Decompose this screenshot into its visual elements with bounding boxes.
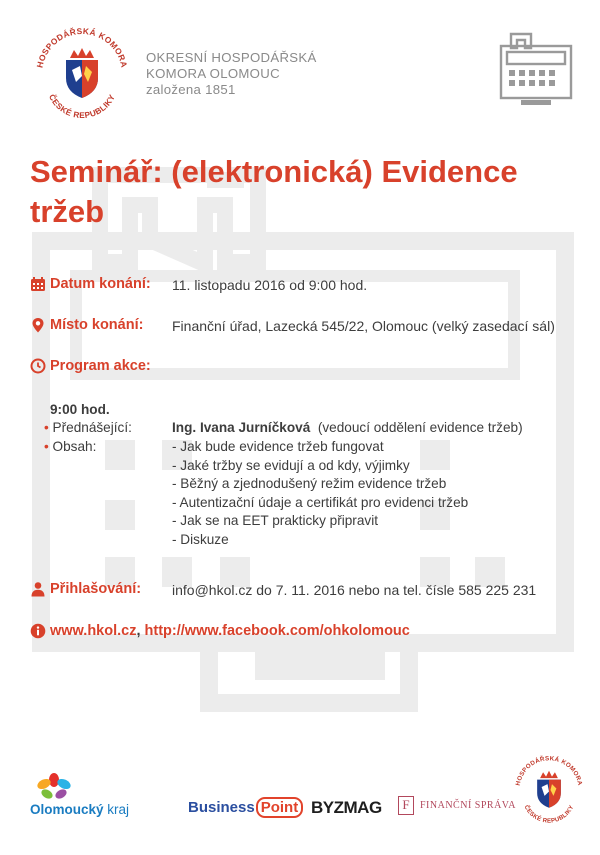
registration-value: info@hkol.cz do 7. 11. 2016 nebo na tel. čísle 585 225 231 <box>172 582 537 598</box>
chamber-seal-logo <box>28 20 136 128</box>
content-item: - Jak se na EET prakticky připravit <box>172 513 378 528</box>
chamber-seal-footer-logo <box>509 750 589 830</box>
map-pin-icon <box>30 317 46 333</box>
speaker-role: (vedoucí oddělení evidence tržeb) <box>317 420 523 435</box>
svg-text:ČESKÉ REPUBLIKY: ČESKÉ REPUBLIKY <box>46 92 118 121</box>
calendar-icon <box>30 276 46 292</box>
date-value: 11. listopadu 2016 od 9:00 hod. <box>172 277 368 293</box>
content-label: Obsah: <box>52 439 97 454</box>
speaker-row <box>44 419 132 438</box>
program-time: 9:00 hod. <box>50 402 110 417</box>
cash-register-icon <box>497 28 575 108</box>
facebook-link[interactable]: http://www.facebook.com/ohkolomouc <box>144 623 410 639</box>
content-item: - Diskuze <box>172 531 229 547</box>
point-text: Point <box>256 797 304 818</box>
title-line-1: Seminář: (elektronická) Evidence <box>30 154 518 189</box>
svg-text:HOSPODÁŘSKÁ KOMORA: HOSPODÁŘSKÁ KOMORA <box>34 25 130 69</box>
olomoucky-text: Olomoucký <box>30 802 104 817</box>
clock-icon <box>30 358 46 374</box>
content-item: - Jak bude evidence tržeb fungovat <box>172 439 384 454</box>
speaker-label: Přednášející: <box>52 420 132 435</box>
org-line-1: OKRESNÍ HOSPODÁŘSKÁ <box>146 50 317 65</box>
svg-text:ČESKÉ REPUBLIKY: ČESKÉ REPUBLIKY <box>522 804 576 825</box>
svg-text:HOSPODÁŘSKÁ KOMORA: HOSPODÁŘSKÁ KOMORA <box>514 755 584 787</box>
registration-label: Přihlašování: <box>50 581 142 597</box>
content-item: - Autentizační údaje a certifikát pro evidenci tržeb <box>172 494 469 510</box>
place-label: Místo konání: <box>50 317 144 333</box>
business-point-logo <box>188 799 303 816</box>
content-list <box>172 438 468 549</box>
content-row <box>44 438 96 457</box>
info-icon <box>30 623 46 639</box>
links-separator: , <box>136 623 141 639</box>
title-line-2: tržeb <box>30 194 105 229</box>
org-line-2: KOMORA OLOMOUC <box>146 66 280 81</box>
links-row <box>50 623 410 639</box>
olomoucky-kraj-logo <box>30 802 129 817</box>
kraj-text: kraj <box>107 802 130 817</box>
byzmag-logo: BYZMAG <box>311 798 382 817</box>
financni-sprava-logo: FINANČNÍ SPRÁVA <box>420 800 516 811</box>
bullet: • <box>44 420 49 435</box>
program-label: Program akce: <box>50 358 151 374</box>
olomoucky-kraj-flower-icon <box>36 772 72 800</box>
financni-sprava-mark: F <box>398 796 414 815</box>
speaker-name: Ing. Ivana Jurníčková <box>172 420 311 435</box>
content-item: - Jaké tržby se evidují a od kdy, výjimky <box>172 457 410 473</box>
place-value: Finanční úřad, Lazecká 545/22, Olomouc (velký zasedací sál) <box>172 318 555 334</box>
org-founded: založena 1851 <box>146 82 236 97</box>
user-icon <box>30 581 46 597</box>
bullet: • <box>44 439 49 454</box>
date-label: Datum konání: <box>50 276 151 292</box>
business-text: Business <box>188 799 255 816</box>
speaker-info <box>172 419 523 438</box>
content-item: - Běžný a zjednodušený režim evidence tržeb <box>172 476 447 491</box>
website-link[interactable]: www.hkol.cz <box>50 623 137 639</box>
page-title <box>30 152 590 232</box>
organization-name <box>146 50 317 98</box>
